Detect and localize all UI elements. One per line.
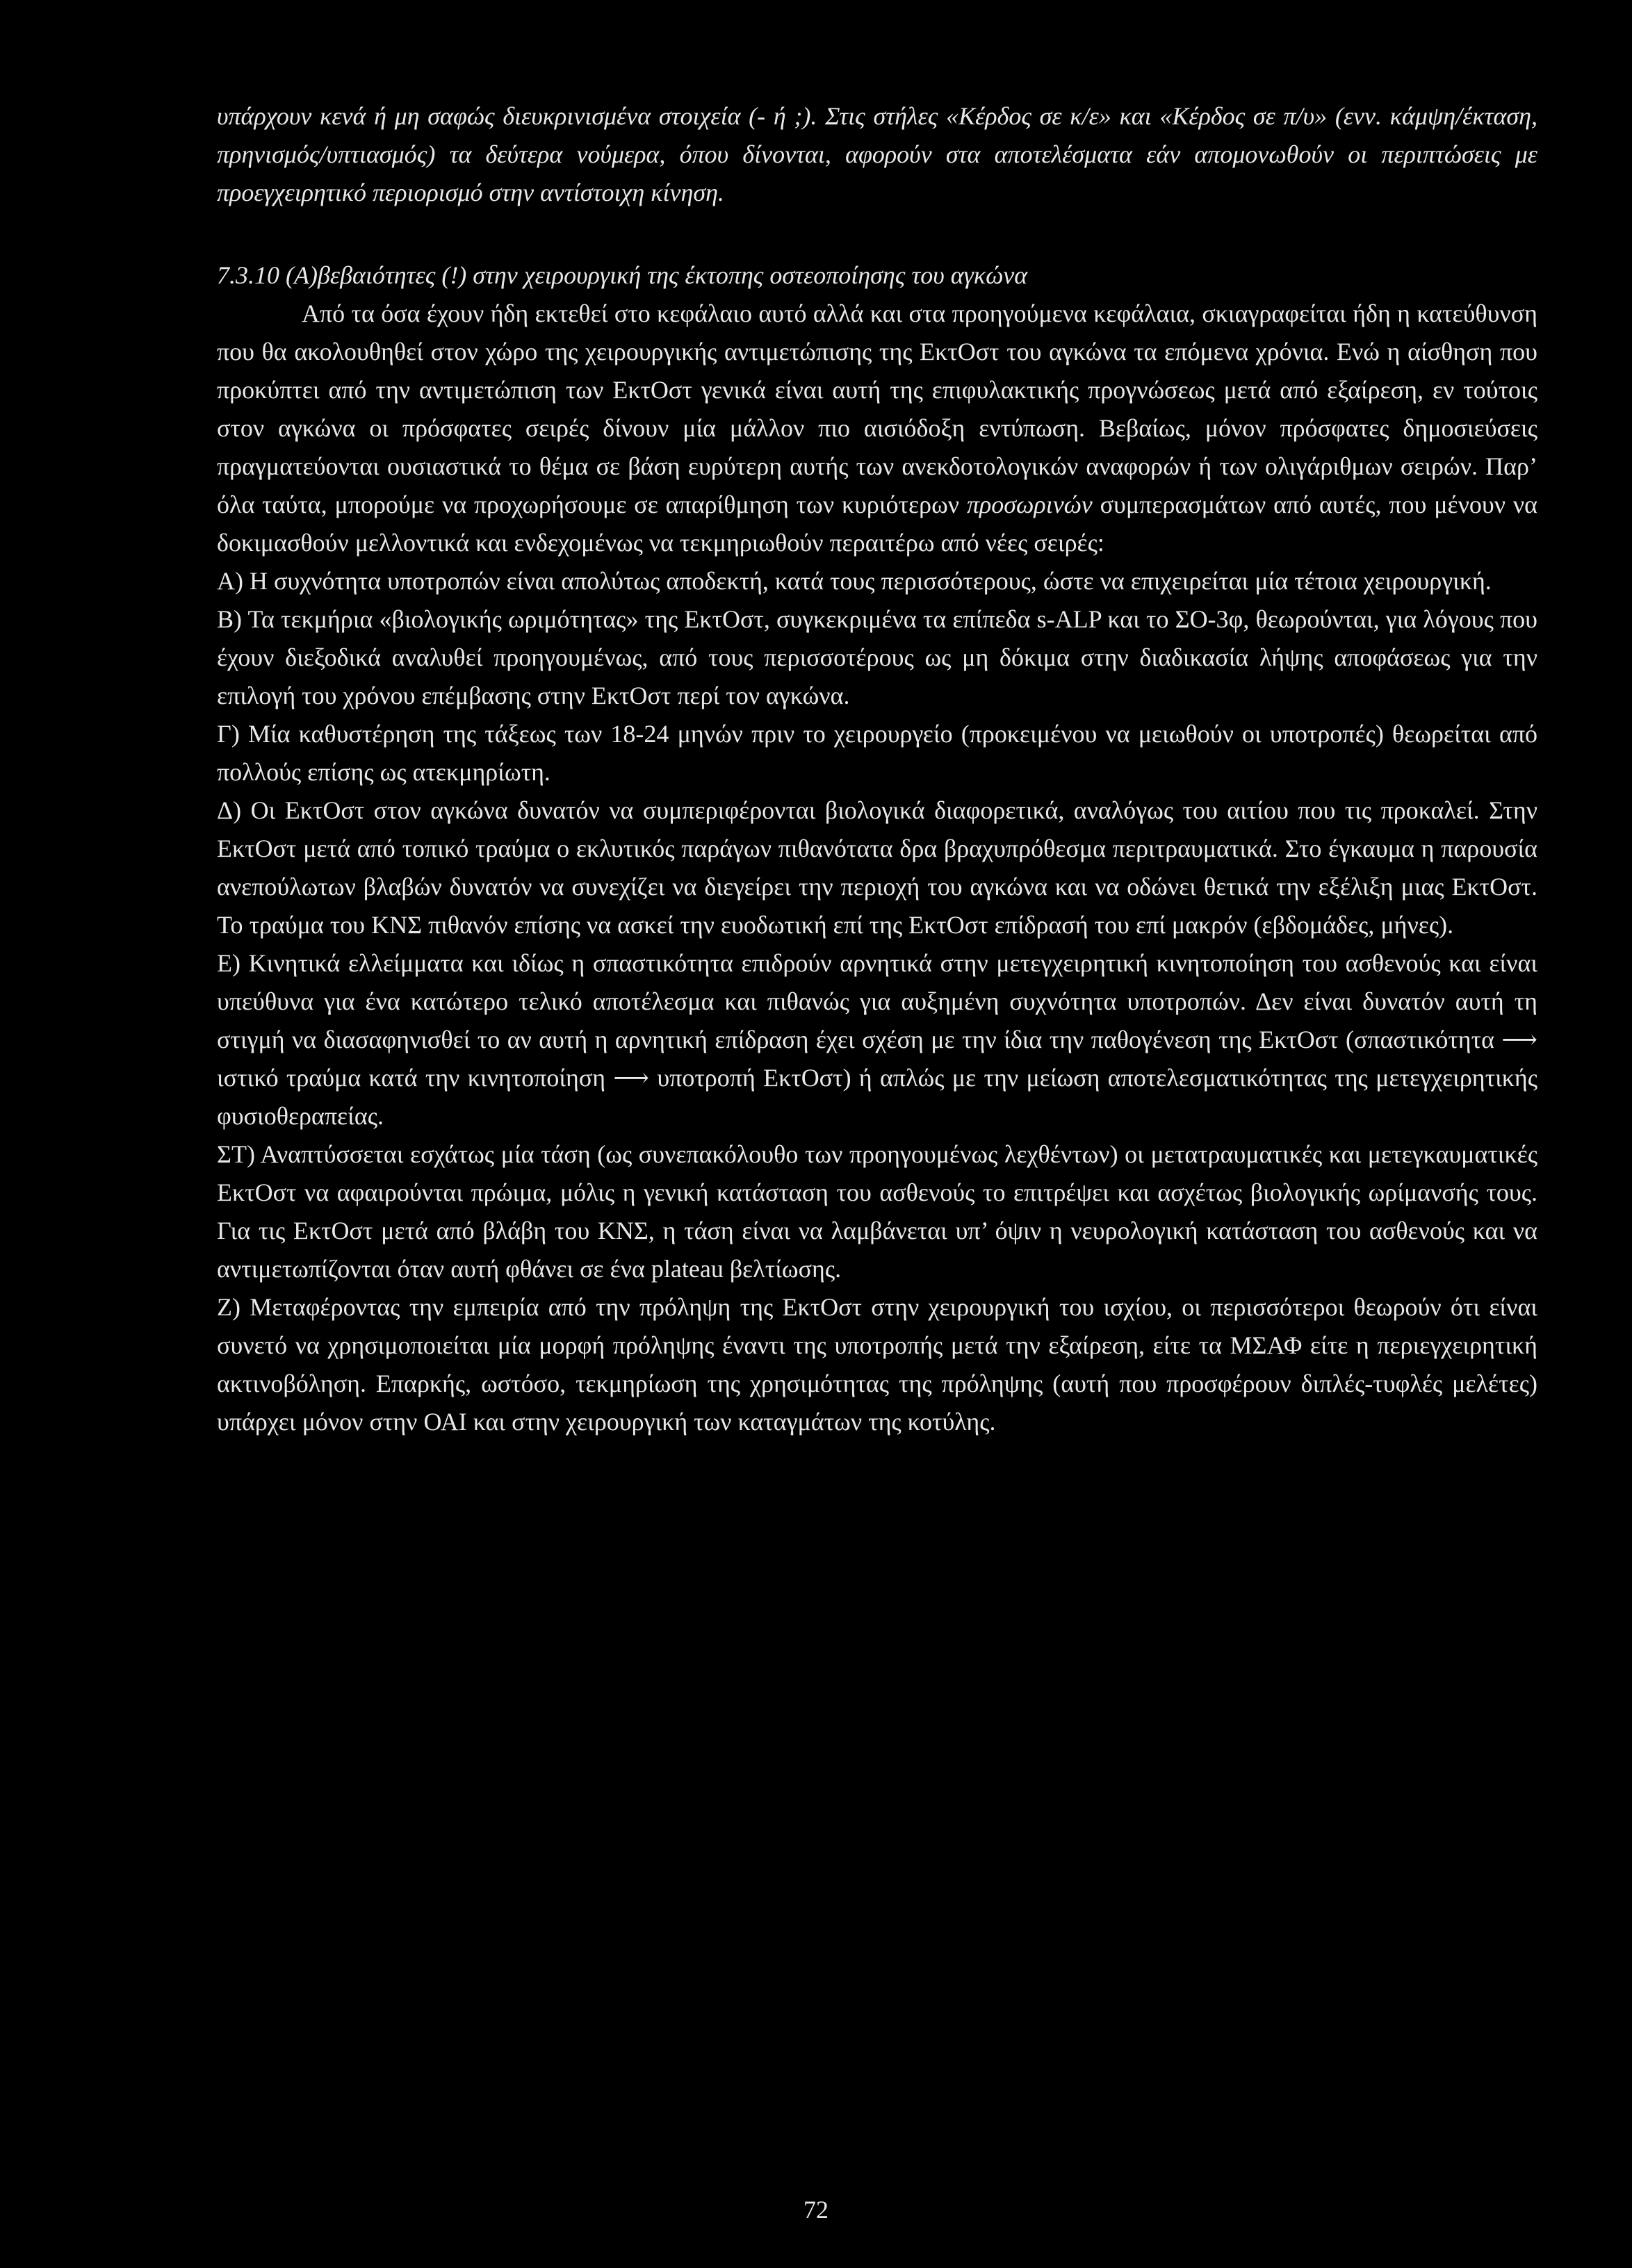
main-paragraph-emphasis: προσωρινών xyxy=(966,491,1093,518)
section-heading: 7.3.10 (Α)βεβαιότητες (!) στην χειρουργική της έκτοπης οστεοποίησης του αγκώνα xyxy=(217,261,1028,289)
main-paragraph xyxy=(217,295,1537,562)
list-item-c: Γ) Μία καθυστέρηση της τάξεως των 18-24 μηνών πριν το χειρουργείο (προκειμένου να μειωθούν οι υποτροπές) θεωρείται από πολλούς επίσης ως ατεκμηρίωτη. xyxy=(217,720,1537,786)
list-item-e: Ε) Κινητικά ελλείμματα και ιδίως η σπαστικότητα επιδρούν αρνητικά στην μετεγχειρητική κινητοποίηση του ασθενούς και είναι υπεύθυνα για ένα κατώτερο τελικό αποτέλεσμα και πιθανώς για αυξημένη συχνότητα υποτροπών. Δεν είναι δυνατόν αυτή τη στιγμή να διασαφηνισθεί το αν αυτή η αρνητική επίδραση έχει σχέση με την ίδια την παθογένεση της ΕκτΟστ (σπαστικότητα ⟶ ιστικό τραύμα κατά την κινητοποίηση ⟶ υποτροπή ΕκτΟστ) ή απλώς με την μείωση αποτελεσματικότητας της μετεγχειρητικής φυσιοθεραπείας. xyxy=(217,949,1537,1130)
list-item-z: Ζ) Μεταφέροντας την εμπειρία από την πρόληψη της ΕκτΟστ στην χειρουργική του ισχίου, οι περισσότεροι θεωρούν ότι είναι συνετό να χρησιμοποιείται μία μορφή πρόληψης έναντι της υποτροπής μετά την εξαίρεση, είτε τα ΜΣΑΦ είτε η περιεγχειρητική ακτινοβόληση. Επαρκής, ωστόσο, τεκμηρίωση της χρησιμότητας της πρόληψης (αυτή που προσφέρουν διπλές-τυφλές μελέτες) υπάρχει μόνον στην ΟΑΙ και στην χειρουργική των καταγμάτων της κοτύλης. xyxy=(217,1293,1537,1436)
main-paragraph-part2: συμπερασμάτων από αυτές, που μένουν να δοκιμασθούν μελλοντικά και ενδεχομένως να τεκμηριωθούν περαιτέρω από νέες σειρές: xyxy=(217,491,1537,557)
intro-paragraph: υπάρχουν κενά ή μη σαφώς διευκρινισμένα στοιχεία (- ή ;). Στις στήλες «Κέρδος σε κ/ε» και «Κέρδος σε π/υ» (ενν. κάμψη/έκταση, πρηνισμός/υπτιασμός) τα δεύτερα νούμερα, όπου δίνονται, αφορούν στα αποτελέσματα εάν απομονωθούν οι περιπτώσεις με προεγχειρητικό περιορισμό στην αντίστοιχη κίνηση. xyxy=(217,102,1537,206)
list-item-d: Δ) Οι ΕκτΟστ στον αγκώνα δυνατόν να συμπεριφέρονται βιολογικά διαφορετικά, αναλόγως του αιτίου που τις προκαλεί. Στην ΕκτΟστ μετά από τοπικό τραύμα ο εκλυτικός παράγων πιθανότατα δρα βραχυπρόθεσμα περιτραυματικά. Στο έγκαυμα η παρουσία ανεπούλωτων βλαβών δυνατόν να συνεχίζει να διεγείρει την περιοχή του αγκώνα και να οδώνει θετικά την εξέλιξη μιας ΕκτΟστ. Το τραύμα του ΚΝΣ πιθανόν επίσης να ασκεί την ευοδωτική επί της ΕκτΟστ επίδρασή του επί μακρόν (εβδομάδες, μήνες). xyxy=(217,796,1537,939)
document-page xyxy=(217,97,1537,1441)
list-item-b: Β) Τα τεκμήρια «βιολογικής ωριμότητας» της ΕκτΟστ, συγκεκριμένα τα επίπεδα s-ALP και το ΣΟ-3φ, θεωρούνται, για λόγους που έχουν διεξοδικά αναλυθεί προηγουμένως, από τους περισσοτέρους ως μη δόκιμα στην διαδικασία λήψης αποφάσεως για την επιλογή του χρόνου επέμβασης στην ΕκτΟστ περί τον αγκώνα. xyxy=(217,605,1537,709)
main-paragraph-part1: Από τα όσα έχουν ήδη εκτεθεί στο κεφάλαιο αυτό αλλά και στα προηγούμενα κεφάλαια, σκιαγραφείται ήδη η κατεύθυνση που θα ακολουθηθεί στον χώρο της χειρουργικής αντιμετώπισης της ΕκτΟστ του αγκώνα τα επόμενα χρόνια. Ενώ η αίσθηση που προκύπτει από την αντιμετώπιση των ΕκτΟστ γενικά είναι αυτή της επιφυλακτικής προγνώσεως μετά από εξαίρεση, εν τούτοις στον αγκώνα οι πρόσφατες σειρές δίνουν μία μάλλον πιο αισιόδοξη εντύπωση. Βεβαίως, μόνον πρόσφατες δημοσιεύσεις πραγματεύονται ουσιαστικά το θέμα σε βάση ευρύτερη αυτής των ανεκδοτολογικών αναφορών ή των ολιγάριθμων σειρών. Παρ’ όλα ταύτα, μπορούμε να προχωρήσουμε σε απαρίθμηση των κυριότερων xyxy=(217,299,1537,518)
list-item-a: Α) Η συχνότητα υποτροπών είναι απολύτως αποδεκτή, κατά τους περισσότερους, ώστε να επιχειρείται μία τέτοια χειρουργική. xyxy=(217,567,1492,595)
page-number: 72 xyxy=(803,2196,829,2224)
list-item-st: ΣΤ) Αναπτύσσεται εσχάτως μία τάση (ως συνεπακόλουθο των προηγουμένως λεχθέντων) οι μετατραυματικές και μετεγκαυματικές ΕκτΟστ να αφαιρούνται πρώιμα, μόλις η γενική κατάσταση του ασθενούς το επιτρέψει και ασχέτως βιολογικής ωρίμανσής τους. Για τις ΕκτΟστ μετά από βλάβη του ΚΝΣ, η τάση είναι να λαμβάνεται υπ’ όψιν η νευρολογική κατάσταση του ασθενούς και να αντιμετωπίζονται όταν αυτή φθάνει σε ένα plateau βελτίωσης. xyxy=(217,1140,1537,1283)
